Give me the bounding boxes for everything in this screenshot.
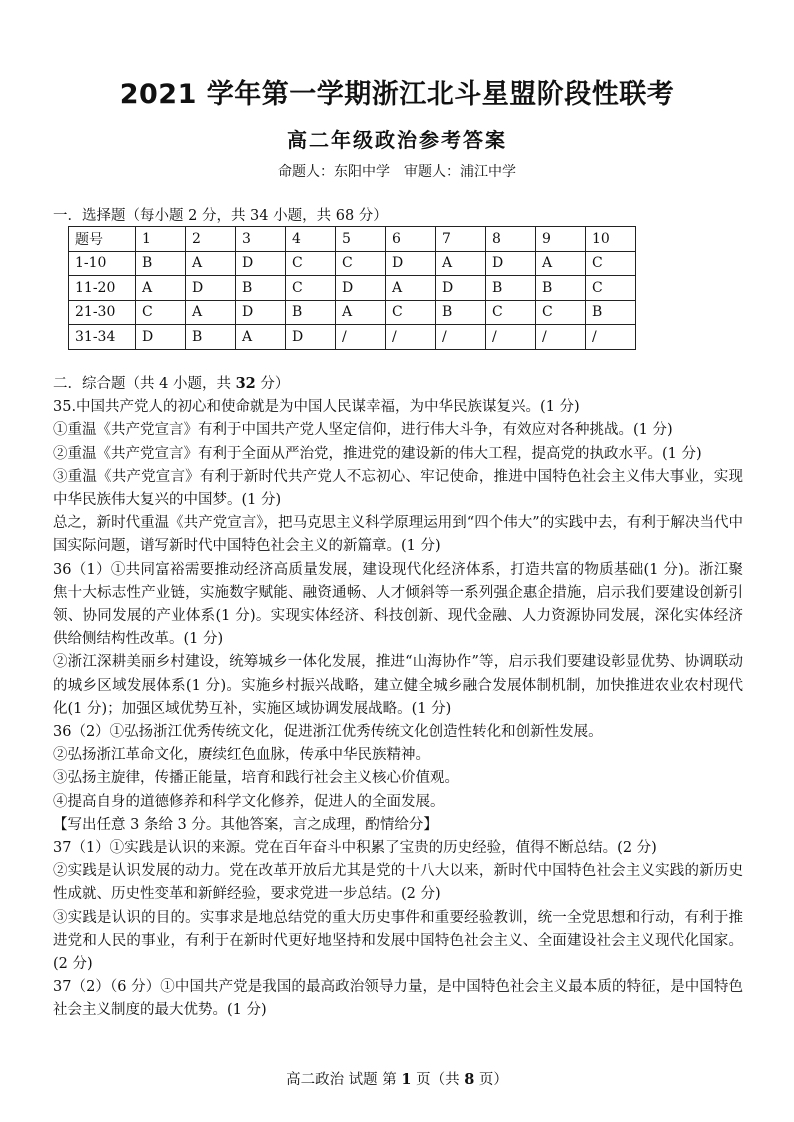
answer-cell: D: [236, 300, 286, 325]
answer-paragraph: ②重温《共产党宣言》有利于全面从严治党，推进党的建设新的伟大工程，提高党的执政水平。(1 分): [53, 445, 702, 462]
authors-line: [0, 161, 794, 181]
answer-paragraph: 36（1）①共同富裕需要推动经济高质量发展，建设现代化经济体系，打造共富的物质基础(1 分)。浙江聚焦十大标志性产业链，实施数字赋能、融资通畅、人才倾斜等一系列强企惠企措施，启示我们要建设创新引领、协同发展的产业体系(1 分)。实现实体经济、科技创新、现代金融、人力资源协同发展，深化实体经济供给侧结构性改革。(1 分): [53, 561, 743, 648]
document-title: 2021 学年第一学期浙江北斗星盟阶段性联考: [119, 79, 675, 110]
answer-paragraph: ③重温《共产党宣言》有利于新时代共产党人不忘初心、牢记使命，推进中国特色社会主义伟大事业，实现中华民族伟大复兴的中国梦。(1 分): [53, 468, 743, 509]
answer-cell: 4: [286, 227, 336, 252]
answer-cell: B: [586, 300, 636, 325]
answer-cell: C: [136, 300, 186, 325]
answer-cell: A: [236, 325, 286, 350]
answer-cell: B: [436, 300, 486, 325]
answer-cell: /: [436, 325, 486, 350]
answer-cell: D: [436, 276, 486, 301]
section-2-heading: 二．综合题（共 4 小题，共 32 分）: [53, 375, 290, 392]
answer-cell: A: [436, 251, 486, 276]
table-row: [69, 300, 636, 325]
answer-cell: D: [486, 251, 536, 276]
answer-cell: B: [536, 276, 586, 301]
answer-cell: A: [336, 300, 386, 325]
answer-cell: /: [536, 325, 586, 350]
answer-cell: 6: [386, 227, 436, 252]
section-2: [53, 372, 743, 1023]
answer-paragraph: ②浙江深耕美丽乡村建设，统筹城乡一体化发展，推进“山海协作”等，启示我们要建设彰显优势、协调联动的城乡区域发展体系(1 分)。实施乡村振兴战略，建立健全城乡融合发展体制机制，加快推进农业农村现代化(1 分)；加强区域优势互补，实施区域协调发展战略。(1 分): [53, 654, 743, 717]
table-header-row: [69, 227, 636, 252]
answer-paragraph: 36（2）①弘扬浙江优秀传统文化，促进浙江优秀传统文化创造性转化和创新性发展。: [53, 724, 603, 741]
answer-cell: 1: [136, 227, 186, 252]
answer-paragraph: 37（1）①实践是认识的来源。党在百年奋斗中积累了宝贵的历史经验，值得不断总结。(2 分): [53, 840, 657, 857]
table-row: [69, 325, 636, 350]
answer-paragraphs: [53, 396, 743, 1022]
answer-cell: D: [336, 276, 386, 301]
answer-cell: 9: [536, 227, 586, 252]
answer-cell: A: [186, 300, 236, 325]
row-label-cell: 1-10: [69, 251, 136, 276]
answer-paragraph: ②弘扬浙江革命文化，赓续红色血脉，传承中华民族精神。: [53, 747, 430, 764]
answer-paragraph: 总之，新时代重温《共产党宣言》，把马克思主义科学原理运用到“四个伟大”的实践中去，有利于解决当代中国实际问题，谱写新时代中国特色社会主义的新篇章。(1 分): [53, 515, 743, 555]
answer-paragraph: ①重温《共产党宣言》有利于中国共产党人坚定信仰，进行伟大斗争，有效应对各种挑战。(1 分): [53, 422, 673, 439]
answer-cell: C: [586, 276, 636, 301]
answer-cell: /: [586, 325, 636, 350]
answer-cell: B: [486, 276, 536, 301]
answer-cell: 5: [336, 227, 386, 252]
answer-cell: 3: [236, 227, 286, 252]
answer-paragraph: 37（2）（6 分）①中国共产党是我国的最高政治领导力量，是中国特色社会主义最本质的特征，是中国特色社会主义制度的最大优势。(1 分): [53, 979, 743, 1019]
answer-cell: D: [286, 325, 336, 350]
answer-cell: 2: [186, 227, 236, 252]
answer-paragraph: ③弘扬主旋律，传播正能量，培育和践行社会主义核心价值观。: [53, 770, 459, 787]
answer-cell: B: [236, 276, 286, 301]
table-row: [69, 251, 636, 276]
answer-cell: C: [536, 300, 586, 325]
answer-cell: 8: [486, 227, 536, 252]
answer-cell: C: [286, 276, 336, 301]
page-footer: 高二政治 试题 第 1 页（共 8 页）: [286, 1071, 508, 1088]
reviewer: 审题人：浦江中学: [404, 164, 516, 180]
answer-cell: C: [486, 300, 536, 325]
answer-cell: D: [236, 251, 286, 276]
answer-cell: B: [186, 325, 236, 350]
answer-cell: D: [386, 251, 436, 276]
answer-cell: D: [186, 276, 236, 301]
row-label-cell: 题号: [69, 227, 136, 252]
answer-cell: D: [136, 325, 186, 350]
row-label-cell: 11-20: [69, 276, 136, 301]
answer-paragraph: 【写出任意 3 条给 3 分。其他答案，言之成理，酌情给分】: [53, 816, 438, 833]
answer-cell: 7: [436, 227, 486, 252]
answer-cell: A: [136, 276, 186, 301]
answer-paragraph: ③实践是认识的目的。实事求是地总结党的重大历史事件和重要经验教训，统一全党思想和行动，有利于推进党和人民的事业，有利于在新时代更好地坚持和发展中国特色社会主义、全面建设社会主义现代化国家。(2 分): [53, 909, 743, 973]
row-label-cell: 31-34: [69, 325, 136, 350]
answer-cell: A: [186, 251, 236, 276]
answer-cell: /: [336, 325, 386, 350]
answer-cell: C: [336, 251, 386, 276]
answer-paragraph: ④提高自身的道德修养和科学文化修养，促进人的全面发展。: [53, 793, 445, 810]
answer-cell: A: [386, 276, 436, 301]
answer-cell: A: [536, 251, 586, 276]
section-1-heading: 一．选择题（每小题 2 分，共 34 小题，共 68 分）: [53, 208, 388, 224]
answer-cell: C: [286, 251, 336, 276]
document-subtitle: 高二年级政治参考答案: [287, 128, 507, 152]
answer-cell: 10: [586, 227, 636, 252]
answer-paragraph: 35.中国共产党人的初心和使命就是为中国人民谋幸福，为中华民族谋复兴。(1 分): [53, 399, 580, 416]
answer-table: [68, 226, 636, 350]
table-row: [69, 276, 636, 301]
answer-cell: /: [386, 325, 436, 350]
answer-cell: B: [136, 251, 186, 276]
answer-cell: B: [286, 300, 336, 325]
setter: 命题人：东阳中学: [278, 164, 390, 180]
answer-cell: C: [386, 300, 436, 325]
answer-paragraph: ②实践是认识发展的动力。党在改革开放后尤其是党的十八大以来，新时代中国特色社会主义实践的新历史性成就、历史性变革和新鲜经验，要求党进一步总结。(2 分): [53, 863, 743, 903]
answer-cell: /: [486, 325, 536, 350]
row-label-cell: 21-30: [69, 300, 136, 325]
answer-cell: C: [586, 251, 636, 276]
